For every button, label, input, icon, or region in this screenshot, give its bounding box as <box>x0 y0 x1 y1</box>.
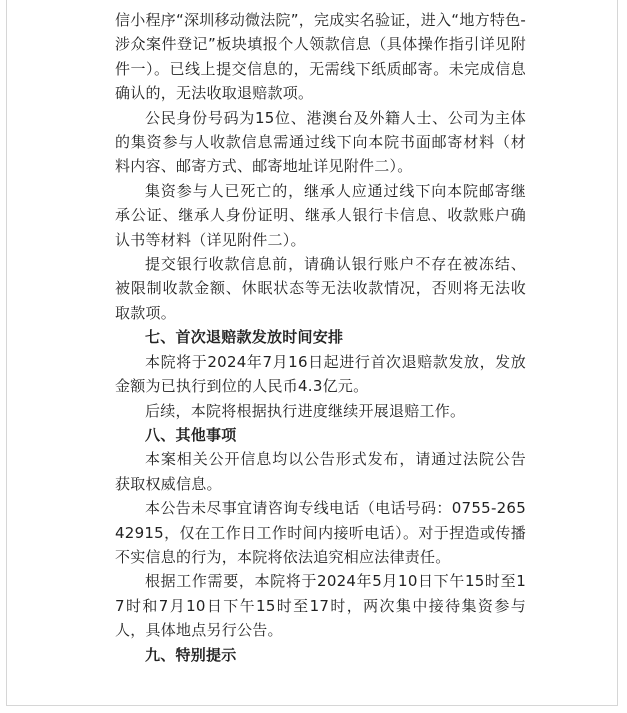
paragraph-mini-program-registration: 信小程序“深圳移动微法院”，完成实名验证，进入“地方特色-涉众案件登记”板块填报个人领款信息（具体操作指引详见附件一）。已线上提交信息的，无需线下纸质邮寄。未完成信息确认的，无法收取退赔款项。 <box>115 11 526 103</box>
paragraph-first-payout: 本院将于2024年7月16日起进行首次退赔款发放，发放金额为已执行到位的人民币4.3亿元。 <box>115 352 526 396</box>
paragraph-hotline: 本公告未尽事宜请咨询专线电话（电话号码：0755-26542915，仅在工作日工作时间内接听电话）。对于捏造或传播不实信息的行为，本院将依法追究相应法律责任。 <box>115 499 526 566</box>
paragraph-offline-mail-requirement: 公民身份号码为15位、港澳台及外籍人士、公司为主体的集资参与人收款信息需通过线下向本院书面邮寄材料（材料内容、邮寄方式、邮寄地址详见附件二）。 <box>115 108 526 176</box>
section-heading-9: 九、特别提示 <box>145 645 237 664</box>
paragraph-follow-up: 后续，本院将根据执行进度继续开展退赔工作。 <box>145 401 466 420</box>
paragraph-bank-account-check: 提交银行收款信息前，请确认银行账户不存在被冻结、被限制收款金额、休眠状态等无法收款情况，否则将无法收取款项。 <box>115 255 526 322</box>
article-body <box>115 8 526 667</box>
section-heading-7: 七、首次退赔款发放时间安排 <box>145 328 344 347</box>
paragraph-deceased-heirs: 集资参与人已死亡的，继承人应通过线下向本院邮寄继承公证、继承人身份证明、继承人银行卡信息、收款账户确认书等材料（详见附件二）。 <box>115 181 526 249</box>
paragraph-public-info: 本案相关公开信息均以公告形式发布，请通过法院公告获取权威信息。 <box>115 450 526 493</box>
section-heading-8: 八、其他事项 <box>145 425 237 444</box>
paragraph-reception-schedule: 根据工作需要，本院将于2024年5月10日下午15时至17时和7月10日下午15时至17时，两次集中接待集资参与人，具体地点另行公告。 <box>115 572 526 640</box>
